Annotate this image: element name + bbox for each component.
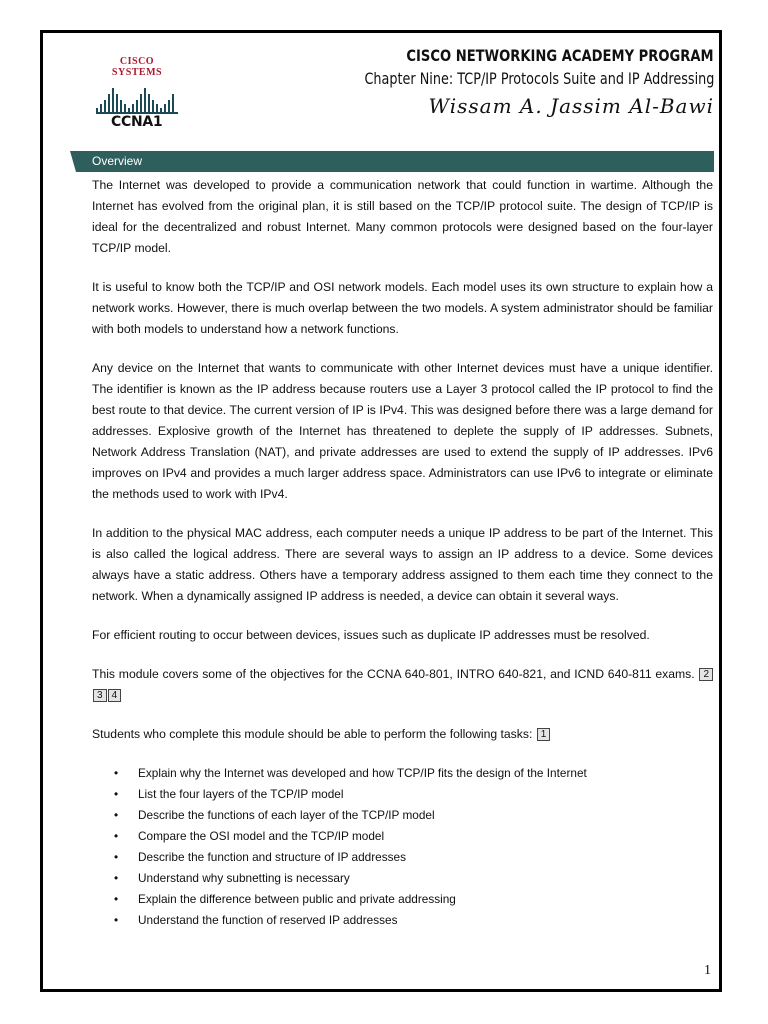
list-item: • Understand why subnetting is necessary <box>92 868 713 889</box>
section-header-bar <box>76 151 714 172</box>
paragraph: In addition to the physical MAC address, each computer needs a unique IP address to be part of the Internet. This is also called the logical address. There are several ways to assign an IP address to a device. Some devices always have a static address. Others have a temporary address assigned to them each time they connect to the network. When a dynamically assigned IP address is needed, a device can obtain it several ways. <box>92 526 713 603</box>
list-item: • List the four layers of the TCP/IP model <box>92 784 713 805</box>
list-item: • Describe the function and structure of IP addresses <box>92 847 713 868</box>
tasks-intro-paragraph <box>92 724 713 745</box>
module-paragraph <box>92 664 713 706</box>
cisco-logo <box>96 56 178 114</box>
reference-link[interactable]: 1 <box>537 728 551 741</box>
document-body <box>92 175 713 931</box>
paragraph: Any device on the Internet that wants to communicate with other Internet devices must have a unique identifier. The identifier is known as the IP address because routers use a Layer 3 protocol called the IP protocol to find the best route to that device. The current version of IP is IPv4. This was designed before there was a large demand for addresses. Explosive growth of the Internet has threatened to deplete the supply of IP addresses. Subnets, Network Address Translation (NAT), and private addresses are used to extend the supply of IP addresses. IPv6 improves on IPv4 and provides a much larger address space. Administrators can use IPv6 to integrate or eliminate the methods used to work with IPv4. <box>92 361 713 501</box>
list-item: • Describe the functions of each layer of the TCP/IP model <box>92 805 713 826</box>
list-item: • Explain why the Internet was developed and how TCP/IP fits the design of the Internet <box>92 763 713 784</box>
paragraph: For efficient routing to occur between devices, issues such as duplicate IP addresses must be resolved. <box>92 628 650 642</box>
reference-link[interactable]: 3 <box>93 689 107 702</box>
course-code: CCNA1 <box>111 114 163 130</box>
list-item: • Explain the difference between public and private addressing <box>92 889 713 910</box>
module-text: This module covers some of the objectives for the CCNA 640-801, INTRO 640-821, and ICND 640-811 exams. <box>92 667 695 681</box>
reference-link[interactable]: 2 <box>699 668 713 681</box>
list-item: • Compare the OSI model and the TCP/IP model <box>92 826 713 847</box>
paragraph: The Internet was developed to provide a communication network that could function in wartime. Although the Internet has evolved from the original plan, it is still based on the TCP/IP protocol suite. The design of TCP/IP is ideal for the decentralized and robust Internet. Many common protocols were designed based on the four-layer TCP/IP model. <box>92 178 713 255</box>
tasks-intro: Students who complete this module should be able to perform the following tasks: <box>92 727 533 741</box>
task-list <box>92 763 713 931</box>
section-title: Overview <box>92 154 143 168</box>
page-number: 1 <box>704 963 711 978</box>
cisco-bridge-icon <box>96 82 178 114</box>
list-item: • Understand the function of reserved IP addresses <box>92 910 713 931</box>
logo-text: CISCO SYSTEMS <box>111 56 163 78</box>
author-name: Wissam A. Jassim Al-Bawi <box>428 94 714 118</box>
paragraph: It is useful to know both the TCP/IP and OSI network models. Each model uses its own structure to explain how a network works. However, there is much overlap between the two models. A system administrator should be familiar with both models to understand how a network functions. <box>92 280 713 336</box>
reference-link[interactable]: 4 <box>108 689 122 702</box>
program-title: CISCO NETWORKING ACADEMY PROGRAM <box>406 46 714 65</box>
chapter-title: Chapter Nine: TCP/IP Protocols Suite and IP Addressing <box>364 69 714 88</box>
